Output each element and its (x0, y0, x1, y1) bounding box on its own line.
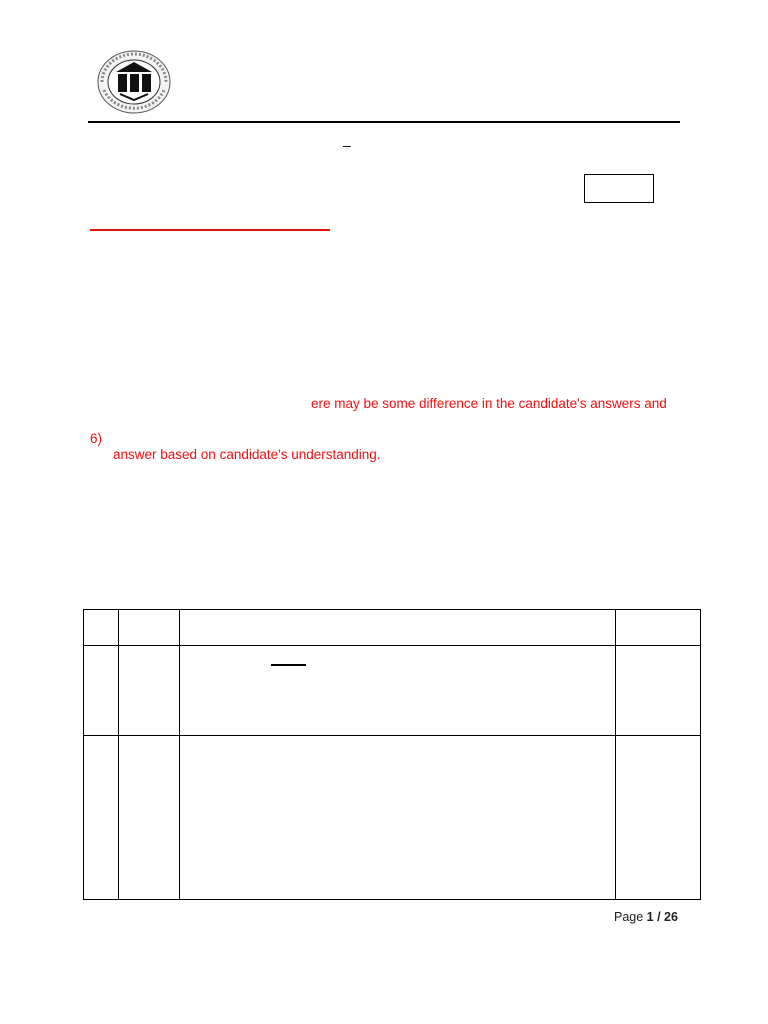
board-seal-logo-icon (96, 50, 172, 114)
page-prefix: Page (614, 910, 647, 924)
subject-code-box (584, 174, 654, 203)
table-cell (119, 610, 180, 646)
instruction-number: 6) (90, 431, 103, 446)
table-cell (119, 646, 180, 736)
red-underline (90, 229, 330, 231)
table-cell (180, 736, 616, 900)
table-cell (616, 646, 701, 736)
table-cell (616, 736, 701, 900)
page-number (614, 910, 678, 924)
table-cell (84, 646, 119, 736)
table-cell (84, 736, 119, 900)
instruction-line: ere may be some difference in the candidate's answers and (311, 396, 667, 411)
underline-mark (271, 664, 306, 666)
table-cell (84, 610, 119, 646)
page-current: 1 (646, 910, 654, 924)
table-header-row (84, 610, 701, 646)
table-row (84, 646, 701, 736)
page-total: 26 (664, 910, 678, 924)
header-dash: – (343, 137, 351, 153)
table-cell (119, 736, 180, 900)
table-cell (616, 610, 701, 646)
page-separator: / (653, 910, 665, 924)
answer-table (83, 609, 701, 900)
header-rule (88, 121, 680, 123)
instruction-line: answer based on candidate's understanding. (113, 447, 381, 462)
table-cell (180, 646, 616, 736)
table-cell (180, 610, 616, 646)
table-row (84, 736, 701, 900)
